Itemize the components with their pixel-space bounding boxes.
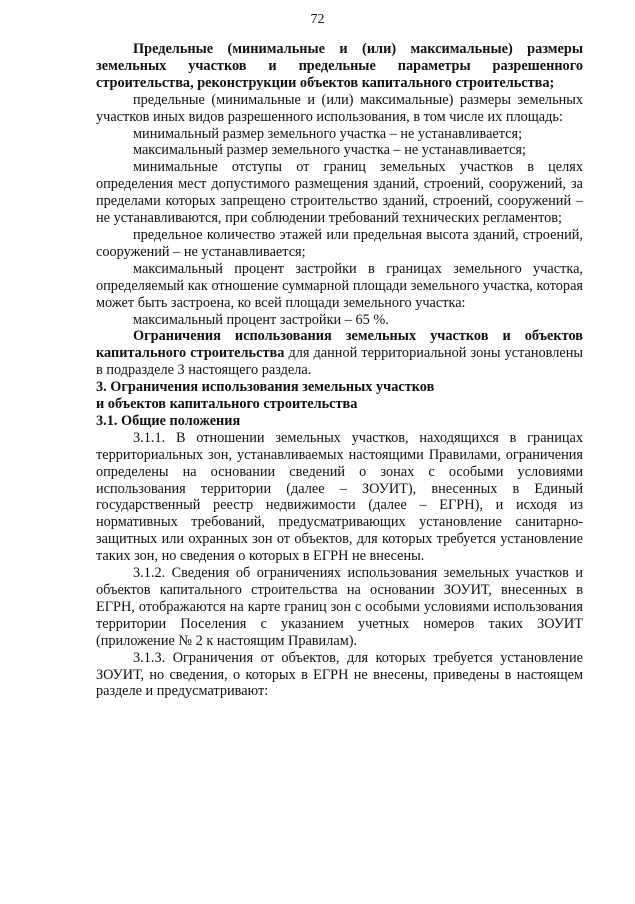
paragraph-land-sizes: предельные (минимальные и (или) максимальные) размеры земельных участков иных видов разрешенного использования, в том числе их площадь: bbox=[96, 91, 583, 125]
paragraph-restrictions-reference bbox=[96, 328, 583, 379]
paragraph-3-1-3: 3.1.3. Ограничения от объектов, для которых требуется установление ЗОУИТ, но сведения, о которых в ЕГРН не внесены, приведены в настоящем разделе и предусматривают: bbox=[96, 649, 583, 700]
restrictions-reference-bold: Ограничения использования земельных участков и объектов капитального строительства bbox=[96, 328, 583, 362]
section-3-title bbox=[96, 379, 583, 413]
section-3-title-line2: и объектов капитального строительства bbox=[96, 396, 358, 413]
subsection-3-1-title: 3.1. Общие положения bbox=[96, 412, 241, 429]
paragraph-setbacks: минимальные отступы от границ земельных участков в целях определения мест допустимого размещения зданий, строений, сооружений, за пределами которых запрещено строительство зданий, строений, сооружений – не устанавливаются, при соблюдении требований технических регламентов; bbox=[96, 159, 583, 227]
paragraph-max-size: максимальный размер земельного участка – не устанавливается; bbox=[133, 142, 526, 159]
paragraph-3-1-1: 3.1.1. В отношении земельных участков, находящихся в границах территориальных зон, устанавливаемых настоящими Правилами, ограничения определены на основании сведений о зонах с особыми условиями использования территории (далее – ЗОУИТ), внесенных в Единый государственный реестр недвижимости (далее – ЕГРН), и исходя из нормативных требований, предусматривающих установление санитарно-защитных или охранных зон от объектов, для которых требуется установление таких зон, но сведения о которых в ЕГРН не внесены. bbox=[96, 429, 583, 565]
limits-heading: Предельные (минимальные и (или) максимальные) размеры земельных участков и предельные параметры разрешенного строительства, реконструкции объектов капитального строительства; bbox=[96, 41, 583, 91]
restrictions-reference-rest: для данной территориальной зоны установлены в подразделе 3 настоящего раздела. bbox=[96, 345, 583, 379]
page-number: 72 bbox=[310, 12, 325, 27]
paragraph-building-percent-definition: максимальный процент застройки в границах земельного участка, определяемый как отношение суммарной площади земельного участка, которая может быть застроена, ко всей площади земельного участка: bbox=[96, 260, 583, 311]
paragraph-min-size: минимальный размер земельного участка – не устанавливается; bbox=[133, 125, 523, 142]
section-3-title-line1: 3. Ограничения использования земельных участков bbox=[96, 379, 435, 396]
paragraph-building-percent-value: максимальный процент застройки – 65 %. bbox=[133, 311, 389, 328]
paragraph-3-1-2: 3.1.2. Сведения об ограничениях использования земельных участков и объектов капитального строительства на основании ЗОУИТ, внесенных в ЕГРН, отображаются на карте границ зон с особыми условиями использования территории Поселения с указанием учетных номеров таких ЗОУИТ (приложение № 2 к настоящим Правилам). bbox=[96, 565, 583, 649]
paragraph-floors: предельное количество этажей или предельная высота зданий, строений, сооружений – не устанавливается; bbox=[96, 226, 583, 260]
document-body bbox=[96, 41, 583, 700]
